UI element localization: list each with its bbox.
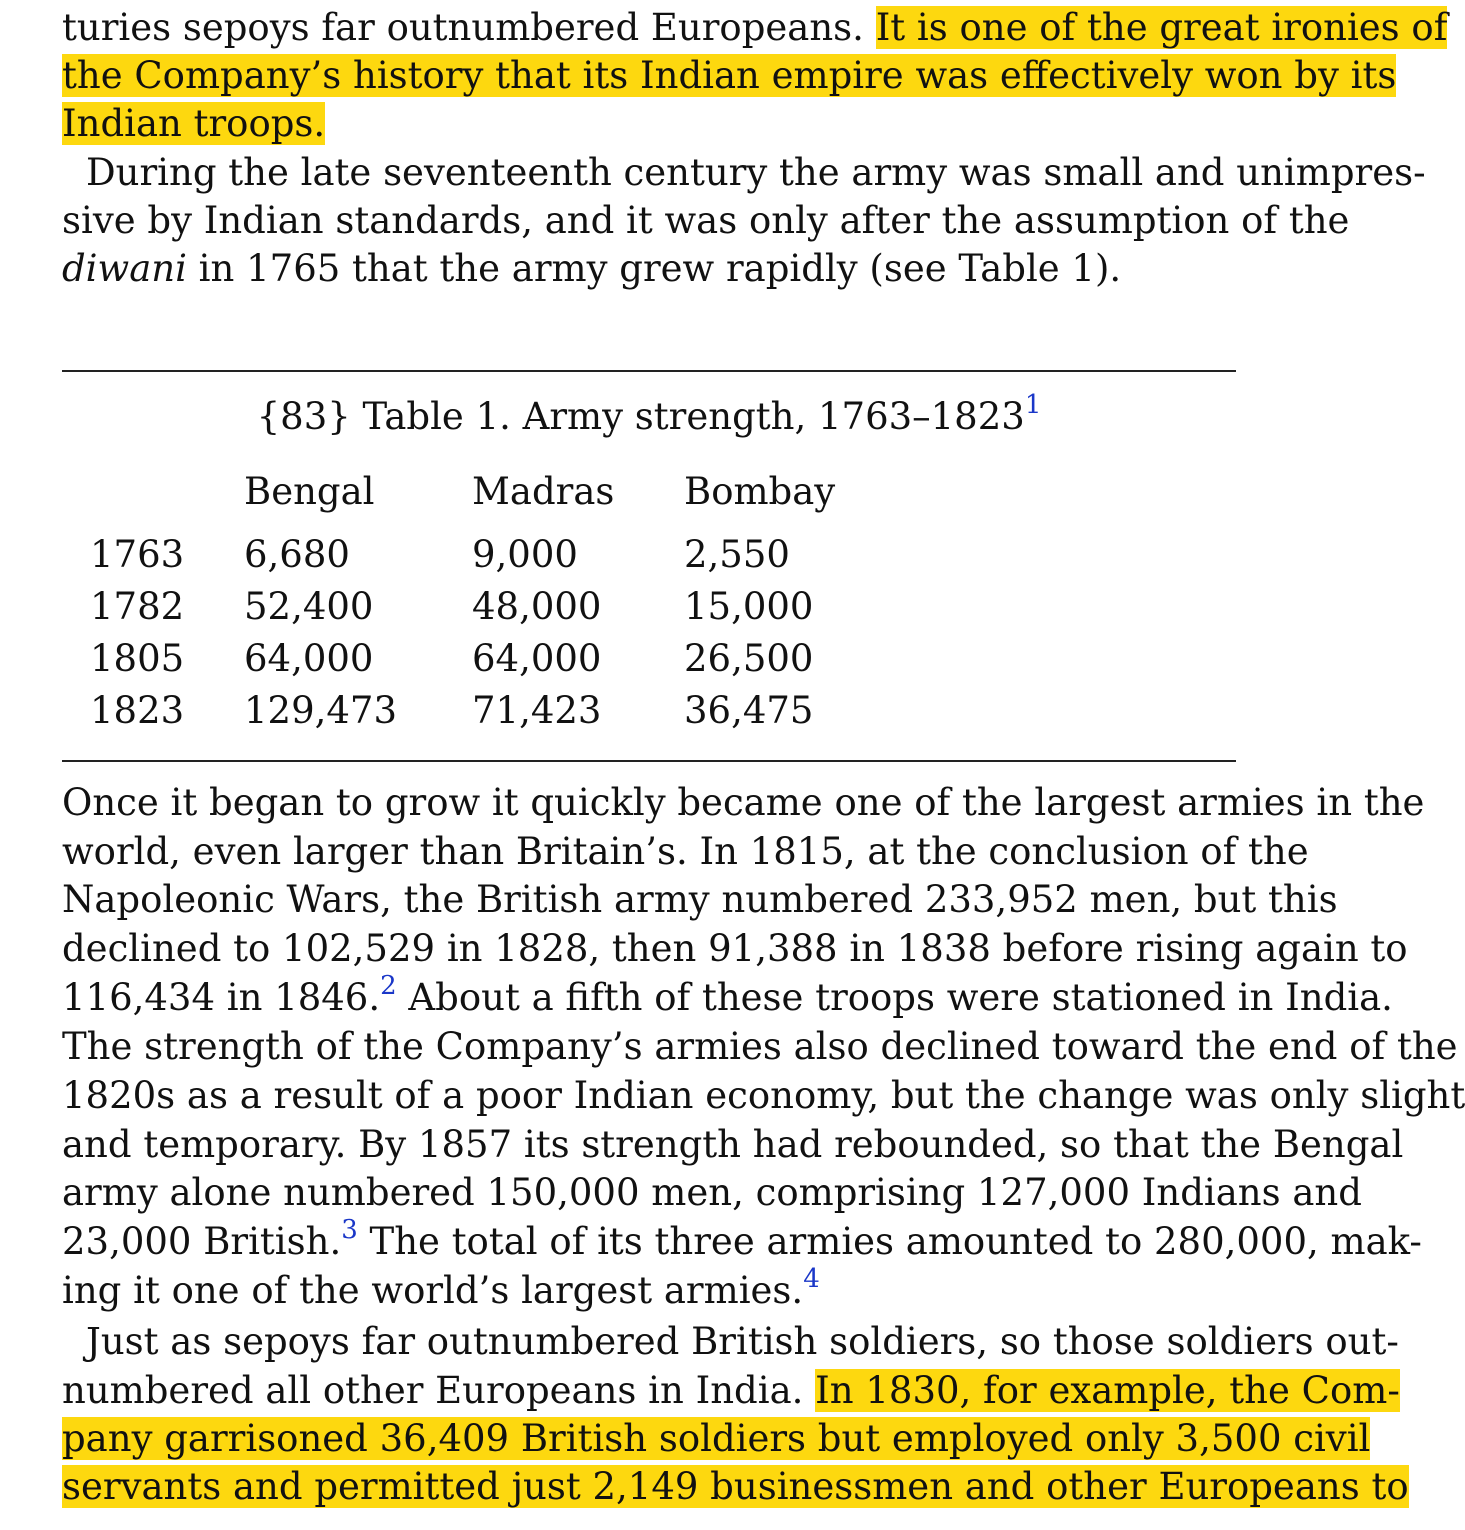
table-cell-bombay: 2,550 xyxy=(684,533,790,576)
text-run: numbered all other Europeans in India. xyxy=(62,1369,816,1412)
paragraph-1-line-2 xyxy=(62,52,1397,100)
paragraph-3-line-1: Once it began to grow it quickly became one of the largest armies in the xyxy=(62,781,1425,824)
table-header-madras: Madras xyxy=(472,470,615,513)
table-cell-bengal: 64,000 xyxy=(244,637,374,680)
table-cell-year: 1805 xyxy=(90,637,185,680)
text-run: The total of its three armies amounted to 280,000, mak- xyxy=(357,1220,1422,1263)
highlighted-text[interactable]: pany garrisoned 36,409 British soldiers but employed only 3,500 civil xyxy=(62,1417,1371,1460)
table-cell-bengal: 129,473 xyxy=(244,689,398,732)
highlighted-text[interactable]: It is one of the great ironies of xyxy=(875,6,1448,49)
paragraph-2-line-1: During the late seventeenth century the army was small and unimpres- xyxy=(86,151,1426,194)
text-run: About a fifth of these troops were stationed in India. xyxy=(396,976,1393,1019)
text-run: in 1765 that the army grew rapidly (see Table 1). xyxy=(186,247,1122,290)
table-cell-year: 1823 xyxy=(90,689,185,732)
paragraph-4-line-3 xyxy=(62,1415,1371,1463)
table-header-bengal: Bengal xyxy=(244,470,375,513)
paragraph-1-line-1 xyxy=(62,4,1448,52)
table-header-bombay: Bombay xyxy=(684,470,836,513)
table-cell-bombay: 15,000 xyxy=(684,585,814,628)
paragraph-3-line-8: and temporary. By 1857 its strength had rebounded, so that the Bengal xyxy=(62,1123,1404,1166)
paragraph-3-line-2: world, even larger than Britain’s. In 1815, at the conclusion of the xyxy=(62,830,1309,873)
text-run: ing it one of the world’s largest armies. xyxy=(62,1269,804,1312)
footnote-link[interactable]: 3 xyxy=(341,1215,358,1245)
text-run: 116,434 in 1846. xyxy=(62,976,381,1019)
table-cell-year: 1782 xyxy=(90,585,185,628)
table-cell-bengal: 6,680 xyxy=(244,533,350,576)
table-cell-year: 1763 xyxy=(90,533,185,576)
paragraph-2-line-2: sive by Indian standards, and it was only after the assumption of the xyxy=(62,199,1350,242)
table-caption-text: {83} Table 1. Army strength, 1763–1823 xyxy=(256,395,1025,438)
footnote-link[interactable]: 4 xyxy=(803,1264,820,1294)
paragraph-3-line-7: 1820s as a result of a poor Indian economy, but the change was only slight xyxy=(62,1074,1465,1117)
table-cell-madras: 9,000 xyxy=(472,533,578,576)
text-run: turies sepoys far outnumbered Europeans. xyxy=(62,6,876,49)
paragraph-4-line-4 xyxy=(62,1463,1409,1511)
highlighted-text[interactable]: Indian troops. xyxy=(62,102,326,145)
table-cell-madras: 71,423 xyxy=(472,689,602,732)
table-cell-madras: 48,000 xyxy=(472,585,602,628)
paragraph-3-line-6: The strength of the Company’s armies also declined toward the end of the xyxy=(62,1025,1458,1068)
table-caption xyxy=(62,390,1236,445)
highlighted-text[interactable]: the Company’s history that its Indian empire was effectively won by its xyxy=(62,54,1397,97)
highlighted-text[interactable]: In 1830, for example, the Com- xyxy=(815,1369,1400,1412)
paragraph-4-line-2 xyxy=(62,1367,1400,1415)
table-bottom-rule xyxy=(62,760,1236,762)
text-run: 23,000 British. xyxy=(62,1220,342,1263)
highlighted-text[interactable]: servants and permitted just 2,149 businessmen and other Europeans to xyxy=(62,1465,1409,1508)
table-cell-madras: 64,000 xyxy=(472,637,602,680)
paragraph-3-line-3: Napoleonic Wars, the British army numbered 233,952 men, but this xyxy=(62,878,1338,921)
table-cell-bengal: 52,400 xyxy=(244,585,374,628)
footnote-link[interactable]: 2 xyxy=(380,971,397,1001)
paragraph-3-line-10 xyxy=(62,1215,1422,1270)
paragraph-4-line-1: Just as sepoys far outnumbered British soldiers, so those soldiers out- xyxy=(86,1320,1399,1363)
footnote-link[interactable]: 1 xyxy=(1024,390,1042,420)
paragraph-3-line-5 xyxy=(62,971,1393,1026)
paragraph-2-line-3 xyxy=(62,245,1236,293)
paragraph-3-line-11 xyxy=(62,1264,1236,1319)
paragraph-3-line-4: declined to 102,529 in 1828, then 91,388 in 1838 before rising again to xyxy=(62,927,1408,970)
table-cell-bombay: 36,475 xyxy=(684,689,814,732)
table-top-rule xyxy=(62,370,1236,372)
italic-term: diwani xyxy=(62,247,187,290)
paragraph-1-line-3 xyxy=(62,100,1236,148)
paragraph-3-line-9: army alone numbered 150,000 men, comprising 127,000 Indians and xyxy=(62,1171,1362,1214)
table-cell-bombay: 26,500 xyxy=(684,637,814,680)
